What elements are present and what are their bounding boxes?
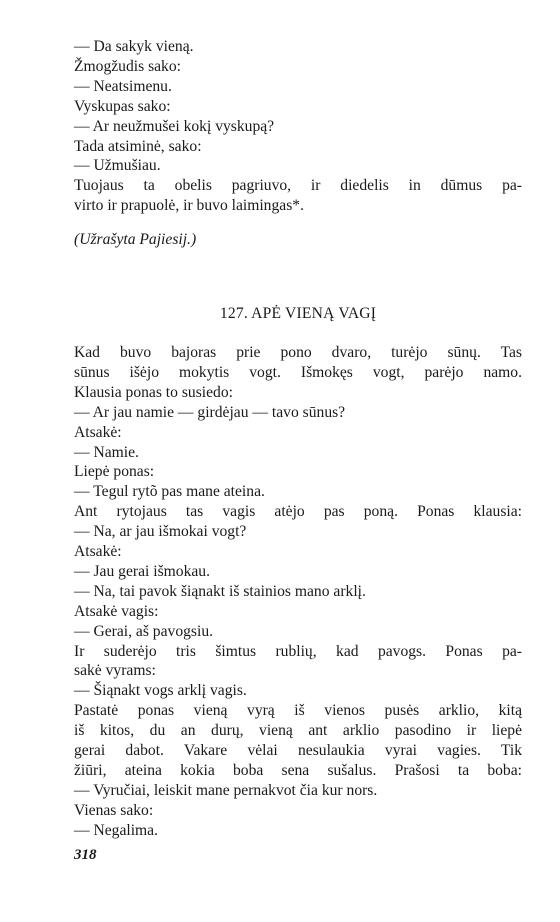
page-number: 318 — [74, 847, 97, 863]
text-line: Tada atsiminė, sako: — [74, 137, 202, 155]
text-line: Ant rytojaus tas vagis atėjo pas poną. Ponas klausia: — [74, 503, 522, 521]
text-line: Žmogžudis sako: — [74, 57, 181, 75]
dialogue-block-top — [74, 37, 522, 216]
text-line: žiūri, ateina kokia boba sena sušalus. Prašosi ta boba: — [74, 762, 522, 779]
text-line: Atsakė vagis: — [74, 602, 159, 620]
story-body — [74, 343, 522, 841]
text-line: gerai dabot. Vakare vėlai nesulaukia vyrai vagies. Tik — [74, 742, 522, 760]
text-line: Liepė ponas: — [74, 463, 155, 481]
text-line: Tuojaus ta obelis pagriuvo, ir diedelis in dūmus pa- — [74, 177, 522, 195]
text-line: sūnus išėjo mokytis vogt. Išmokęs vogt, parėjo namo. — [74, 363, 522, 381]
text-line: — Na, ar jau išmokai vogt? — [74, 523, 247, 541]
text-line: Kad buvo bajoras prie pono dvaro, turėjo sūnų. Tas — [74, 343, 522, 361]
text-line: sakė vyrams: — [74, 662, 156, 680]
text-line: — Ar neužmušei kokį vyskupą? — [74, 117, 275, 135]
story-title: 127. APĖ VIENĄ VAGĮ — [219, 305, 377, 323]
text-line: — Jau gerai išmokau. — [74, 562, 210, 580]
text-line: Atsakė: — [74, 423, 122, 441]
book-page — [74, 37, 522, 841]
text-line: — Namie. — [74, 443, 139, 461]
text-line: Vyskupas sako: — [74, 97, 171, 115]
source-note: (Užrašyta Pajiesij.) — [74, 231, 197, 249]
text-line: Pastatė ponas vieną vyrą iš vienos pusės arklio, kitą — [74, 702, 522, 720]
text-line: — Na, tai pavok šiąnakt iš stainios mano arklį. — [74, 582, 366, 600]
text-line: Ir suderėjo tris šimtus rublių, kad pavogs. Ponas pa- — [74, 642, 522, 660]
text-line: Atsakė: — [74, 543, 122, 561]
text-line: — Gerai, aš pavogsiu. — [74, 622, 214, 640]
text-line: Klausia ponas to susiedo: — [74, 383, 233, 401]
text-line: — Vyručiai, leiskit mane pernakvot čia kur nors. — [74, 781, 378, 799]
text-line: — Užmušiau. — [74, 157, 161, 175]
text-line: virto ir prapuolė, ir buvo laimingas*. — [74, 197, 304, 215]
text-line: iš kitos, du an durų, vieną ant arklio pasodino ir liepė — [74, 722, 522, 740]
text-line: — Da sakyk vieną. — [74, 38, 194, 55]
text-line: — Šiąnakt vogs arklį vagis. — [74, 682, 247, 700]
text-line: — Neatsimenu. — [74, 77, 172, 95]
text-line: Vienas sako: — [74, 801, 154, 819]
text-line: — Ar jau namie — girdėjau — tavo sūnus? — [74, 403, 346, 421]
text-line: — Tegul rytõ pas mane ateina. — [74, 483, 265, 501]
text-line: — Negalima. — [74, 821, 159, 839]
